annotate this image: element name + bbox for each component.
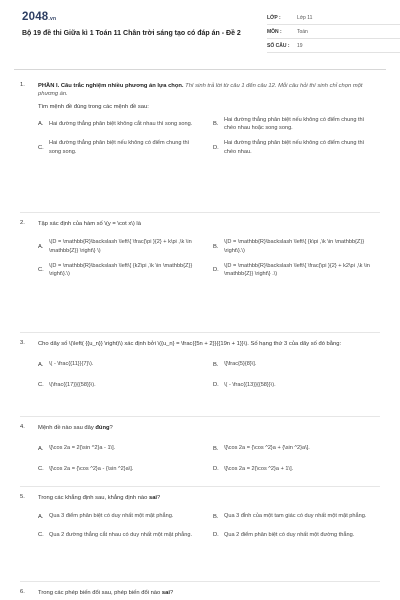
info-key: MÔN : — [267, 28, 282, 35]
question-number: 2. — [20, 220, 25, 226]
option-a[interactable] — [38, 360, 205, 369]
exam-info-panel — [267, 11, 400, 53]
question-6 — [20, 589, 380, 597]
option-text: \[\cos 2a = 2{\sin ^2}a - 1\]. — [49, 445, 116, 452]
option-label: B. — [213, 361, 219, 368]
question-number: 1. — [20, 82, 25, 88]
option-a[interactable] — [38, 444, 205, 453]
option-c[interactable] — [38, 531, 205, 540]
option-label: C. — [38, 382, 44, 389]
option-c[interactable] — [38, 381, 205, 390]
option-text: Hai đường thẳng phân biệt nếu không có điểm chung thì song song. — [49, 140, 190, 155]
option-label: B. — [213, 513, 219, 520]
option-a[interactable] — [38, 116, 205, 133]
option-text: Qua 2 đường thẳng cắt nhau có duy nhất một mặt phẳng. — [49, 532, 193, 539]
stem-emphasis: đúng — [95, 425, 110, 431]
option-label: C. — [38, 532, 44, 539]
option-text: \( - \frac{{13}}{{58}}\). — [224, 382, 276, 389]
divider — [20, 332, 380, 333]
option-text: Qua 3 đỉnh của một tam giác có duy nhất một mặt phẳng. — [224, 513, 367, 520]
divider — [20, 581, 380, 582]
option-label: C. — [38, 267, 44, 274]
option-text: Hai đường thẳng phân biệt nếu không có điểm chung thì chéo nhau. — [224, 140, 365, 155]
option-b[interactable] — [213, 444, 380, 453]
option-label: D. — [213, 532, 219, 539]
option-text: Hai đường thẳng phân biệt không cắt nhau thì song song. — [49, 121, 193, 128]
divider — [20, 416, 380, 417]
stem-emphasis: sai — [148, 495, 158, 501]
option-text: \[\cos 2a = {\cos ^2}a + {\sin ^2}a\]. — [224, 445, 310, 452]
option-label: A. — [38, 121, 44, 128]
option-text: Qua 3 điểm phân biệt có duy nhất một mặt phẳng. — [49, 513, 174, 520]
logo-suffix: .vn — [48, 16, 57, 22]
part-instruction: Thí sinh trả lời từ câu 1 đến câu 12. Mỗi câu hỏi thí sinh chỉ chọn một phương án. — [38, 83, 363, 98]
option-label: A. — [38, 361, 44, 368]
document-title: Bộ 19 đề thi Giữa kì 1 Toán 11 Chân trời sáng tạo có đáp án - Đề 2 — [22, 30, 241, 37]
option-label: A. — [38, 244, 44, 251]
info-value: Toán — [297, 28, 308, 35]
question-stem: Cho dãy số \(\left( {{u_n}} \right)\) xác định bởi \({u_n} = \frac{{5n + 2}}{{19n + 1}}\). Số hạng thứ 3 của dãy số đó bằng: — [38, 341, 342, 347]
option-label: B. — [213, 244, 219, 251]
option-label: B. — [213, 121, 219, 128]
info-row-class — [267, 11, 400, 25]
divider — [20, 486, 380, 487]
option-label: D. — [213, 466, 219, 473]
option-d[interactable] — [213, 262, 380, 279]
question-number: 4. — [20, 424, 25, 430]
options-grid — [38, 238, 380, 279]
option-text: \(\frac{{17}}{{58}}\). — [49, 382, 96, 389]
option-label: A. — [38, 513, 44, 520]
option-text: Hai đường thẳng phân biệt nếu không có điểm chung thì chéo nhau hoặc song song. — [224, 116, 365, 132]
option-a[interactable] — [38, 238, 205, 255]
question-stem: Tìm mệnh đề đúng trong các mệnh đề sau: — [38, 103, 149, 110]
option-label: D. — [213, 144, 219, 151]
question-stem: Tập xác định của hàm số \(y = \cot x\) là — [38, 221, 141, 227]
option-text: Qua 2 điểm phân biệt có duy nhất một đường thẳng. — [224, 532, 355, 539]
logo-text: 2048 — [22, 11, 49, 23]
info-value: Lớp 11 — [297, 14, 313, 21]
option-label: B. — [213, 445, 219, 452]
divider — [20, 212, 380, 213]
option-d[interactable] — [213, 381, 380, 390]
option-text: \(D = \mathbb{R}\backslash \left\{ \frac{\pi }{2} + k2\pi ,\k \in \mathbb{Z}} \right\} .\) — [224, 262, 370, 278]
option-a[interactable] — [38, 512, 205, 521]
stem-text: Trong các khẳng định sau, khẳng định nào — [38, 495, 149, 501]
option-d[interactable] — [213, 531, 380, 540]
option-b[interactable] — [213, 116, 380, 133]
stem-text: Trong các phép biến đổi sau, phép biến đổi nào — [38, 590, 162, 596]
option-c[interactable] — [38, 465, 205, 474]
question-stem — [38, 424, 380, 432]
option-d[interactable] — [213, 465, 380, 474]
options-grid — [38, 360, 380, 389]
info-value: 19 — [297, 42, 303, 49]
question-4 — [20, 424, 380, 474]
info-row-count — [267, 39, 400, 53]
question-2 — [20, 220, 380, 279]
options-grid — [38, 512, 380, 539]
option-label: C. — [38, 144, 44, 151]
option-c[interactable] — [38, 262, 205, 279]
question-number: 6. — [20, 589, 25, 595]
option-text: \[\cos 2a = {\cos ^2}a - {\sin ^2}a\]. — [49, 466, 134, 473]
site-logo[interactable] — [22, 11, 56, 23]
option-label: D. — [213, 267, 219, 274]
option-text: \(D = \mathbb{R}\backslash \left\{ \frac{\pi }{2} + k\pi ,\k \in \mathbb{Z}} \right\} \) — [49, 239, 192, 255]
option-b[interactable] — [213, 360, 380, 369]
info-key: SỐ CÂU : — [267, 42, 290, 49]
question-stem — [38, 589, 380, 597]
question-1 — [20, 82, 380, 156]
option-text: \( - \frac{{11}}{7}\). — [49, 361, 94, 368]
question-3 — [20, 340, 380, 390]
question-number: 5. — [20, 494, 25, 500]
stem-text: ? — [157, 495, 161, 501]
info-row-subject — [267, 25, 400, 39]
option-text: \(D = \mathbb{R}\backslash \left\{ {k2\pi ,\k \in \mathbb{Z}} \right\}.\) — [49, 262, 193, 278]
info-key: LỚP : — [267, 14, 281, 21]
stem-text: Mệnh đề nào sau đây — [38, 425, 96, 431]
stem-emphasis: sai — [161, 590, 170, 596]
document-header — [14, 0, 386, 70]
option-label: A. — [38, 445, 44, 452]
option-b[interactable] — [213, 512, 380, 521]
options-grid — [38, 444, 380, 473]
option-text: \[\cos 2a = 2{\cos ^2}a + 1\]. — [224, 466, 294, 473]
option-d[interactable] — [213, 139, 380, 156]
part-title: PHẦN I. Câu trắc nghiệm nhiều phương án lựa chọn. — [38, 83, 184, 89]
option-label: C. — [38, 466, 44, 473]
option-text: \[\frac{5}{8}\]. — [224, 361, 257, 368]
option-b[interactable] — [213, 238, 380, 255]
question-number: 3. — [20, 340, 25, 346]
stem-text: ? — [169, 590, 174, 596]
option-text: \(D = \mathbb{R}\backslash \left\{ {k\pi ,\k \in \mathbb{Z}} \right\}.\) — [224, 239, 365, 255]
question-stem — [38, 494, 380, 502]
options-grid — [38, 116, 380, 157]
option-c[interactable] — [38, 139, 205, 156]
part-heading — [38, 82, 380, 99]
stem-text: ? — [109, 425, 113, 431]
option-label: D. — [213, 382, 219, 389]
question-5 — [20, 494, 380, 540]
